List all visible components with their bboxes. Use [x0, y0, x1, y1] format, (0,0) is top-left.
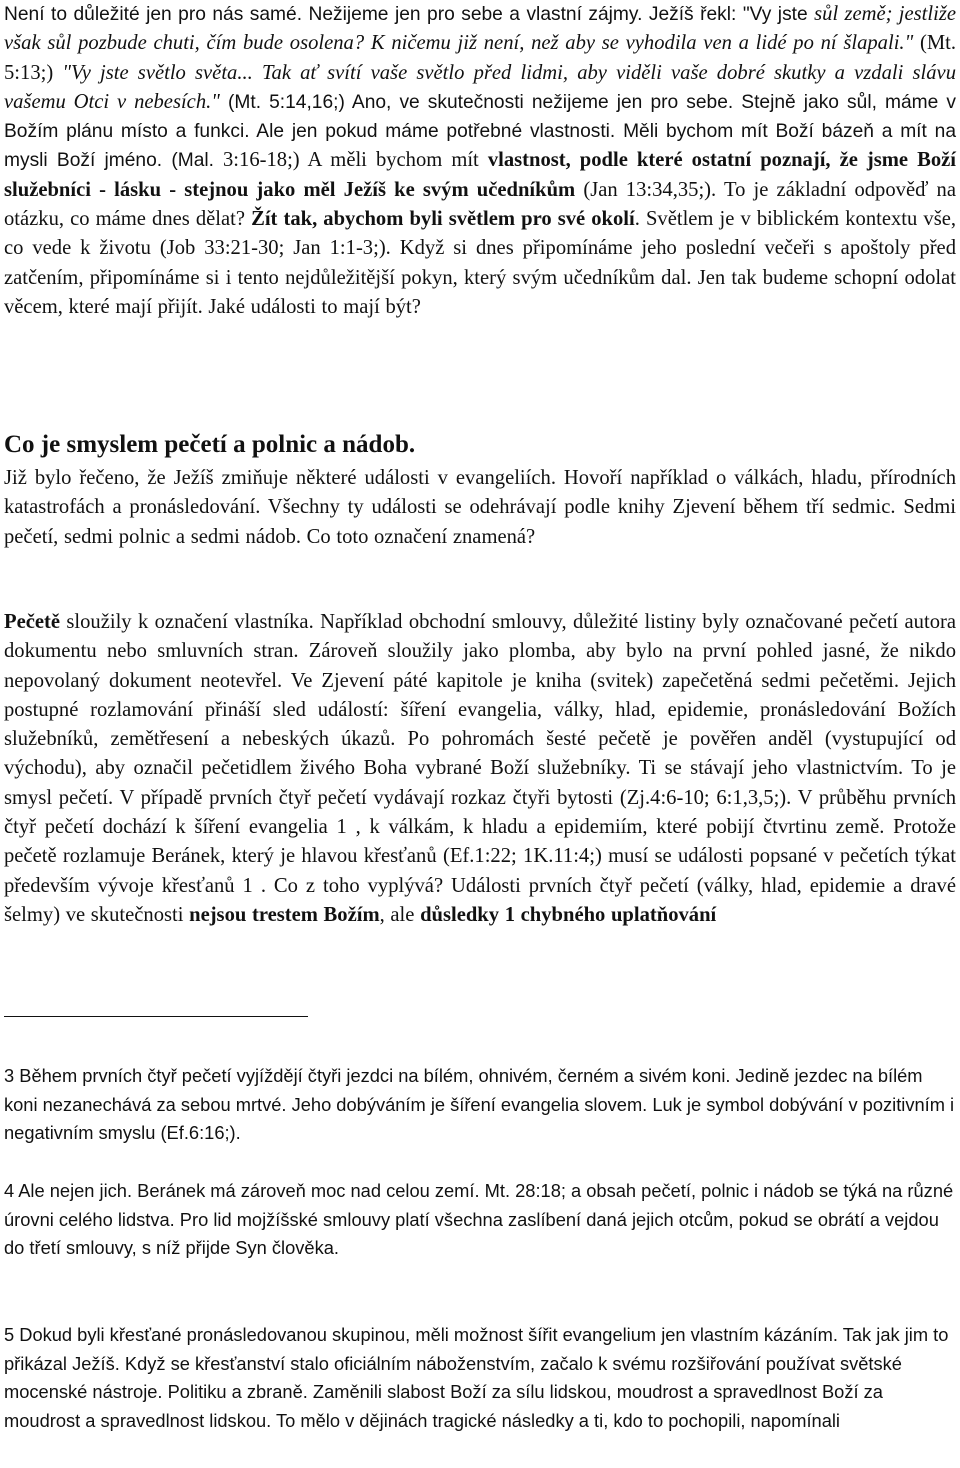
text-run: , ale — [379, 903, 421, 926]
quote-light: "Vy jste světlo světa... Tak ať svítí vaše světlo před lidmi, aby viděli vaše dobré skutky a vzdali slávu vašemu Otci v nebesích." — [4, 61, 956, 113]
text-run: 3:16-18;) A měli bychom mít — [213, 149, 488, 172]
emphasis-consequences: důsledky 1 chybného uplatňování — [420, 903, 717, 926]
paragraph-seals — [4, 608, 956, 930]
quote-salt: sůl země; jestliže však sůl pozbude chuti, čím bude osolena? K ničemu již není, než aby se vyhodila ven a lidé po ní šlapali." — [4, 3, 956, 55]
text-run: (Mt. 5:14,16;) Ano, ve skutečnosti nežijeme jen pro sebe. Stejně jako sůl, máme v Božím plánu místo a funkci. Ale jen pokud máme potřebné vlastnosti. Měli bychom mít Boží bázeň a mít na mysli Boží jméno. (Mal. — [4, 91, 956, 172]
footnote-5: 5 Dokud byli křesťané pronásledovanou skupinou, měli možnost šířit evangelium jen vlastním kázáním. Tak jak jim to přikázal Ježíš. Když se křesťanství stalo oficiálním náboženstvím, začalo k svému rozšiřování používat světské mocenské nástroje. Politiku a zbraně. Zaměnili slabost Boží za sílu lidskou, moudrost a spravedlnost Boží za moudrost a spravedlnost lidskou. To mělo v dějinách tragické následky a ti, kdo to pochopili, napomínali — [4, 1324, 949, 1431]
text-run: Není to důležité jen pro nás samé. Nežijeme jen pro sebe a vlastní zájmy. Ježíš řekl: "Vy jste — [4, 4, 815, 25]
footnote-3: 3 Během prvních čtyř pečetí vyjíždějí čtyři jezdci na bílém, ohnivém, černém a sivém koni. Jedině jezdec na bílém koni nezanechává za sebou mrtvé. Jeho dobýváním je šíření evangelia slovem. Luk je symbol dobývání v pozitivním i negativním smyslu (Ef.6:16;). — [4, 1065, 955, 1143]
emphasis-not-punishment: nejsou trestem Božím — [189, 903, 380, 926]
footnote-separator — [4, 1016, 308, 1017]
emphasis-be-light: Žít tak, abychom byli světlem pro své okolí — [251, 208, 635, 231]
text-run: . Světlem je v biblickém kontextu vše, co vede k životu (Job 33:21-30; Jan 1:1-3;). Když si dnes připomínáme jeho poslední večeři s apoštoly před zatčením, připomínáme si i tento nejdůležitější pokyn, který svým učedníkům dal. Jen tak budeme schopní odolat věcem, které mají přijít. Jaké události to mají být? — [4, 208, 956, 318]
paragraph-salt-and-light — [4, 0, 956, 322]
emphasis-love: vlastnost, podle které ostatní poznají, že jsme Boží služebníci - lásku - stejnou jako měl Ježíš ke svým učedníkům — [4, 149, 956, 201]
paragraph-events: Již bylo řečeno, že Ježíš zmiňuje některé události v evangeliích. Hovoří například o válkách, hladu, přírodních katastrofách a pronásledování. Všechny ty události se odehrávají podle knihy Zjevení během tří sedmic. Sedmi pečetí, sedmi polnic a sedmi nádob. Co toto označení znamená? — [4, 467, 956, 548]
text-run: (Jan 13:34,35;). To je základní odpověď na otázku, co máme dnes dělat? — [4, 178, 956, 231]
reference-mt-5-13: (Mt. 5:13;) — [4, 32, 957, 84]
term-seals: Pečetě — [4, 611, 60, 633]
text-run: sloužily k označení vlastníka. Například obchodní smlouvy, důležité listiny byly označované pečetí autora dokumentu nebo smluvních stran. Zároveň sloužily jako plomba, aby bylo na první pohled jasné, že nikdo nepovolaný dokument neotevřel. Ve Zjevení páté kapitole je kniha (svitek) zapečetěná sedmi pečetěmi. Jejich postupné rozlamování přináší sled událostí: šíření evangelia, války, hlad, epidemie, pronásledování Božích služebníků, zemětřesení a nebeských úkazů. Po pohromách šesté pečetě je pověřen anděl (vystupující od východu), aby označil pečetidlem živého Boha vybrané Boží služebníky. Ti se stávají jeho vlastnictvím. To je smysl pečetí. V případě prvních čtyř pečetí vydávají rozkaz čtyři bytosti (Zj.4:6-10; 6:1,3,5;). V průběhu prvních čtyř pečetí dochází k šíření evangelia 1 , k válkám, k hladu a epidemiím, které pobijí čtvrtinu země. Protože pečetě rozlamuje Beránek, který je hlavou křesťanů (Ef.1:22; 1K.11:4;) musí se události popsané v pečetích týkat především vývoje křesťanů 1 . Co z toho vyplývá? Události prvních čtyř pečetí (války, hlad, epidemie a dravé šelmy) ve skutečnosti — [4, 611, 956, 926]
footnote-4: 4 Ale nejen jich. Beránek má zároveň moc nad celou zemí. Mt. 28:18; a obsah pečetí, polnic i nádob se týká na různé úrovni celého lidstva. Pro lid mojžíšské smlouvy platí všechna zaslíbení daná jejich otcům, pokud se obrátí a vejdou do třetí smlouvy, s níž přijde Syn člověka. — [4, 1180, 954, 1258]
section-heading: Co je smyslem pečetí a polnic a nádob. — [4, 431, 416, 458]
